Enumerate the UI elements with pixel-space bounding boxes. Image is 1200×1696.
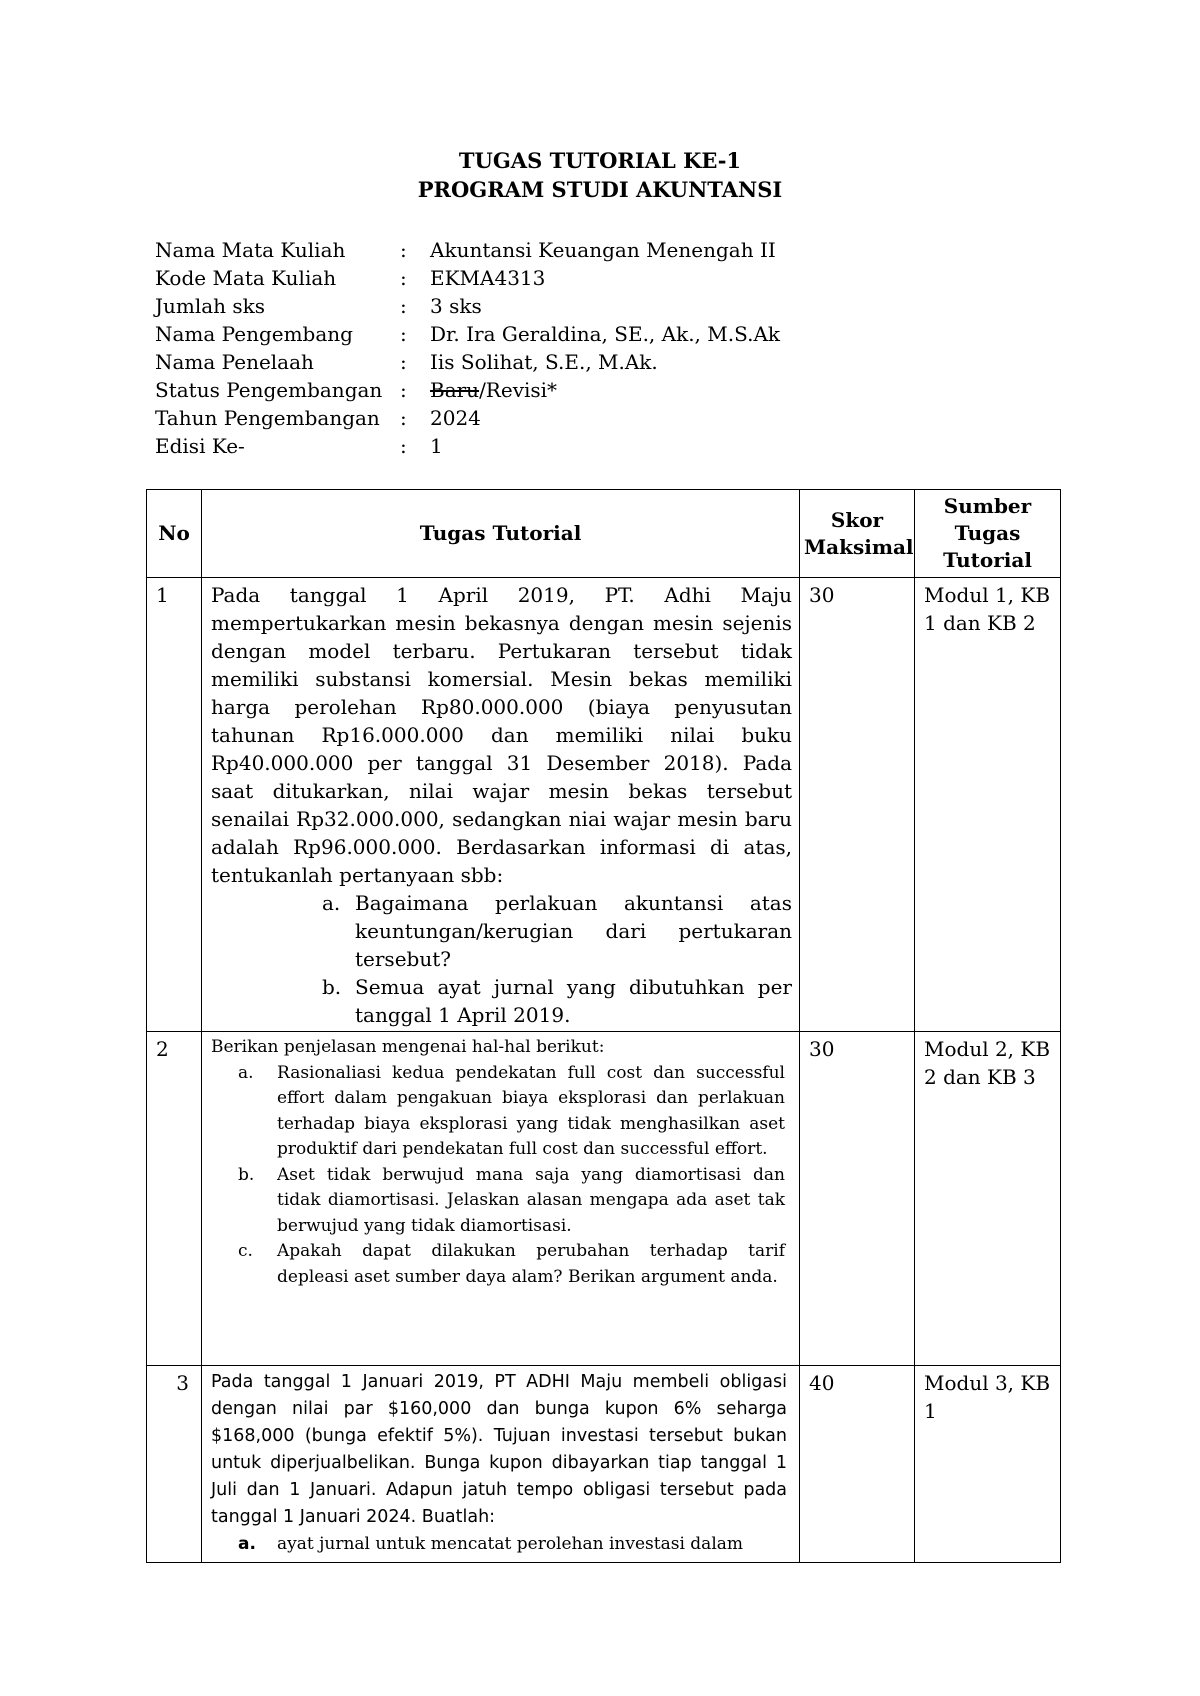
- table-row: [147, 1366, 1061, 1563]
- header-no: No: [147, 490, 202, 578]
- info-label: Nama Pengembang: [155, 322, 353, 346]
- row-no: 3: [147, 1366, 202, 1563]
- list-item: a. ayat jurnal untuk mencatat perolehan investasi dalam: [238, 1534, 744, 1554]
- info-label: Jumlah sks: [155, 294, 266, 318]
- header-task: Tugas Tutorial: [202, 490, 800, 578]
- info-label: Status Pengembangan: [155, 378, 383, 402]
- info-value: Akuntansi Keuangan Menengah II: [430, 238, 776, 262]
- row-task: [202, 1032, 800, 1366]
- info-label: Kode Mata Kuliah: [155, 266, 337, 290]
- table-row: [147, 578, 1061, 1032]
- list-item: b. Semua ayat jurnal yang dibutuhkan per tanggal 1 April 2019.: [322, 975, 792, 1027]
- row-task: [202, 578, 800, 1032]
- info-value: 3 sks: [430, 294, 482, 318]
- info-colon: :: [400, 350, 407, 374]
- list-item: a. Bagaimana perlakuan akuntansi atas keuntungan/kerugian dari pertukaran tersebut?: [322, 891, 792, 971]
- info-label: Nama Mata Kuliah: [155, 238, 346, 262]
- info-value: Dr. Ira Geraldina, SE., Ak., M.S.Ak: [430, 322, 781, 346]
- info-row-edition: [155, 432, 780, 460]
- info-value: 1: [430, 434, 443, 458]
- info-row-credits: [155, 292, 780, 320]
- tutorial-task-table: [146, 489, 1061, 1563]
- list-item: a. Rasionaliasi kedua pendekatan full cost dan successful effort dalam pengakuan biaya eksplorasi dan perlakuan terhadap biaya eksplorasi yang tidak menghasilkan aset produktif dari pendekatan full cost dan successful effort.: [238, 1062, 785, 1159]
- row-source: Modul 3, KB 1: [915, 1366, 1061, 1563]
- list-item: b. Aset tidak berwujud mana saja yang diamortisasi dan tidak diamortisasi. Jelaskan alasan mengapa ada aset tak berwujud yang tidak diamortisasi.: [238, 1164, 785, 1236]
- row-score: 30: [800, 578, 915, 1032]
- list-item: c. Apakah dapat dilakukan perubahan terhadap tarif depleasi aset sumber daya alam? Berikan argument anda.: [238, 1241, 785, 1287]
- info-value-struck: Baru: [430, 378, 480, 402]
- task-list: [211, 1061, 785, 1291]
- task-list: [211, 1531, 787, 1558]
- course-info: [155, 236, 780, 460]
- info-row-year: [155, 404, 780, 432]
- task-intro: Pada tanggal 1 April 2019, PT. Adhi Maju mempertukarkan mesin bekasnya dengan mesin sejenis dengan model terbaru. Pertukaran tersebut tidak memiliki substansi komersial. Mesin bekas memiliki harga perolehan Rp80.000.000 (biaya penyusutan tahunan Rp16.000.000 dan memiliki nilai buku Rp40.000.000 per tanggal 31 Desember 2018). Pada saat ditukarkan, nilai wajar mesin bekas tersebut senailai Rp32.000.000, sedangkan niai wajar mesin baru adalah Rp96.000.000. Berdasarkan informasi di atas, tentukanlah pertanyaan sbb:: [211, 583, 792, 887]
- info-colon: :: [400, 322, 407, 346]
- info-value: Iis Solihat, S.E., M.Ak.: [430, 350, 658, 374]
- header-source: Sumber Tugas Tutorial: [915, 490, 1061, 578]
- info-row-course-code: [155, 264, 780, 292]
- row-score: 40: [800, 1366, 915, 1563]
- info-colon: :: [400, 294, 407, 318]
- row-task: [202, 1366, 800, 1563]
- table-row: [147, 1032, 1061, 1366]
- info-label: Nama Penelaah: [155, 350, 314, 374]
- row-score: 30: [800, 1032, 915, 1366]
- info-colon: :: [400, 434, 407, 458]
- row-no: 1: [147, 578, 202, 1032]
- row-no: 2: [147, 1032, 202, 1366]
- info-value: 2024: [430, 406, 481, 430]
- table-header-row: [147, 490, 1061, 578]
- info-value: EKMA4313: [430, 266, 546, 290]
- info-value-current: /Revisi*: [479, 378, 558, 402]
- info-row-status: [155, 376, 780, 404]
- row-source: Modul 1, KB 1 dan KB 2: [915, 578, 1061, 1032]
- task-intro: Berikan penjelasan mengenai hal-hal berikut:: [211, 1037, 605, 1057]
- info-colon: :: [400, 266, 407, 290]
- info-label: Tahun Pengembangan: [155, 406, 380, 430]
- row-source: Modul 2, KB 2 dan KB 3: [915, 1032, 1061, 1366]
- header-score: Skor Maksimal: [800, 490, 915, 578]
- info-row-developer: [155, 320, 780, 348]
- info-label: Edisi Ke-: [155, 434, 245, 458]
- info-colon: :: [400, 238, 407, 262]
- task-intro: Pada tanggal 1 Januari 2019, PT ADHI Maju membeli obligasi dengan nilai par $160,000 dan bunga kupon 6% seharga $168,000 (bunga efektif 5%). Tujuan investasi tersebut bukan untuk diperjualbelikan. Bunga kupon dibayarkan tiap tanggal 1 Juli dan 1 Januari. Adapun jatuh tempo obligasi tersebut pada tanggal 1 Januari 2024. Buatlah:: [211, 1372, 787, 1527]
- task-list: [211, 889, 792, 1029]
- info-row-course-name: [155, 236, 780, 264]
- document-subtitle: PROGRAM STUDI AKUNTANSI: [417, 177, 783, 202]
- info-colon: :: [400, 406, 407, 430]
- document-title: TUGAS TUTORIAL KE-1: [458, 148, 742, 173]
- info-row-reviewer: [155, 348, 780, 376]
- info-value: [430, 376, 557, 404]
- info-colon: :: [400, 378, 407, 402]
